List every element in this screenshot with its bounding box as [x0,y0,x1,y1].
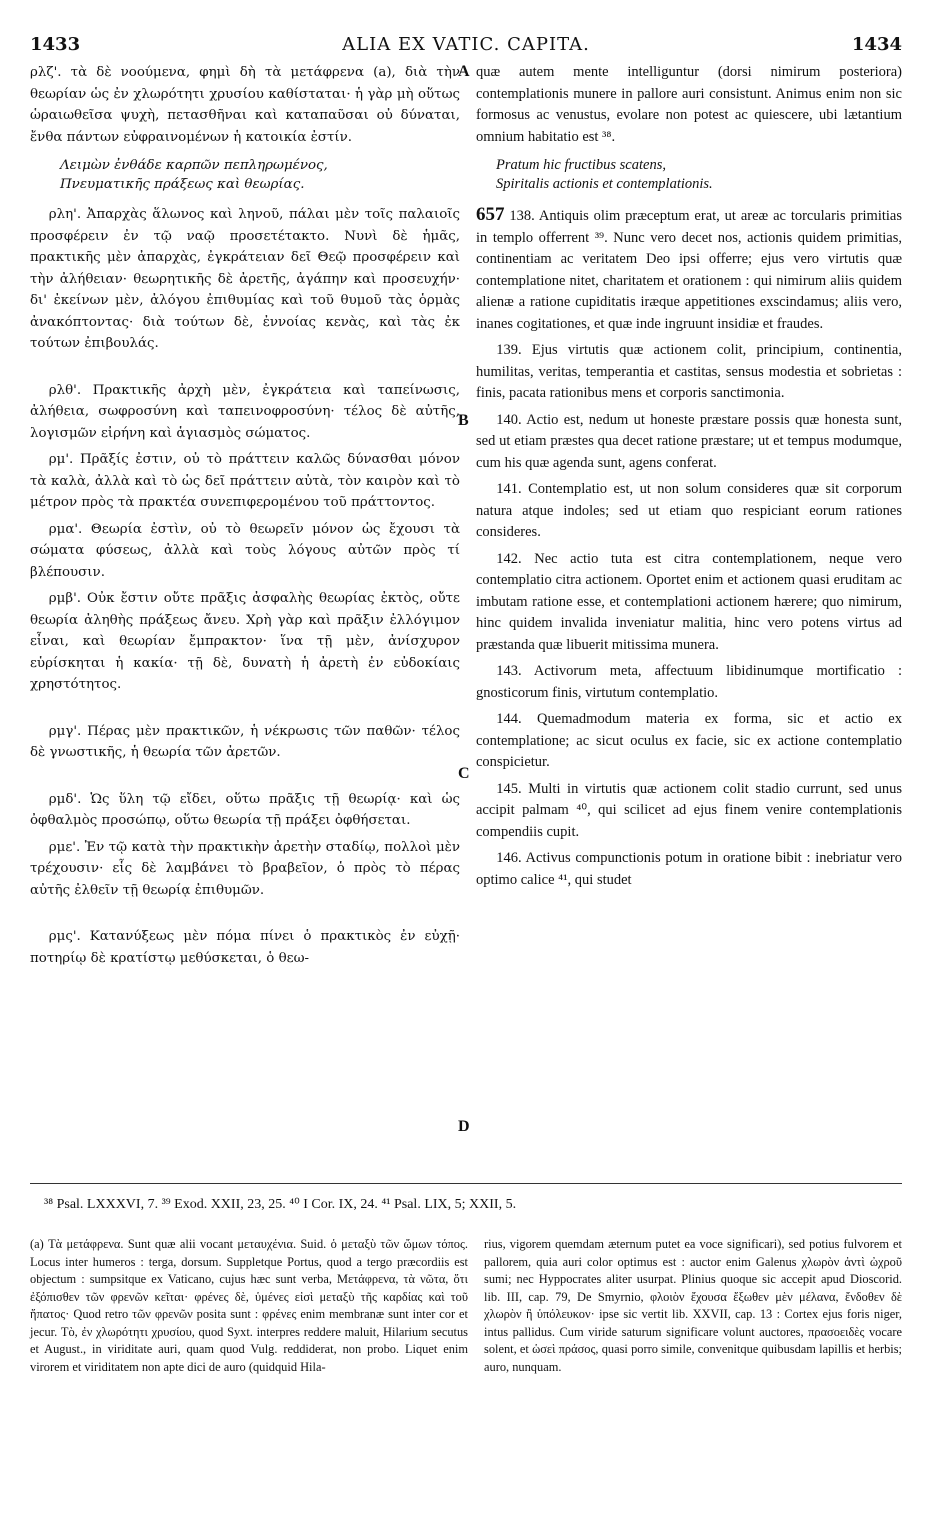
greek-paragraph-143: ρμγ'. Πέρας μὲν πρακτικῶν, ἡ νέκρωσις τῶν παθῶν· τέλος δὲ γνωστικῆς, ἡ θεωρία τῶν ἀρετῶν. [30,723,460,760]
greek-paragraph-144: ρμδ'. Ὡς ὕλη τῷ εἴδει, οὕτω πρᾶξις τῇ θεωρίᾳ· καὶ ὡς ὀφθαλμὸς προσώπῳ, οὕτω θεωρία τῇ πράξει ὀφθήσεται. [30,791,460,828]
latin-paragraph-143: 143. Activorum meta, affectuum libidinumque mortificatio : gnosticorum finis, virtutum contemplatio. [476,663,902,701]
greek-verse-line-2: Πνευματικῆς πράξεως καὶ θεωρίας. [60,177,305,192]
running-header [30,34,902,60]
column-number: 657 [476,204,505,225]
latin-paragraph-140: 140. Actio est, nedum ut honeste præstare possis quæ honesta sunt, sed ut etiam præstes qua decet ratione præstare; ut et tempus modumque, cum his quæ agenda sunt, agens conferat. [476,411,902,471]
latin-paragraph-137: quæ autem mente intelliguntur (dorsi nimirum posteriora) contemplationis munere in pallore auri consistunt. Animus enim non sic formosus ac venustus, evolare non potest ac quiescere, ubi lætantium omnium habitatio est ³⁸. [476,64,902,145]
footnote-left: (a) Τὰ μετάφρενα. Sunt quæ alii vocant μεταυχένια. Suid. ὁ μεταξὺ τῶν ὤμων τόπος. Locus inter humeros : terga, dorsum. Suppletque Portus, quod a tergo præcordiis est objectum : sumpsitque ex Vaticano, cujus hæc sunt verba, Μετάφρενα, τὰ νῶτα, ὅτι ἐξόπισθεν τῶν φρενῶν κεῖται· φρένες δὲ, ὑμένες εἰσὶ μεταξὺ τῆς καρδίας καὶ τοῦ ἥπατος· Quod retro τῶν φρενῶν posita sunt : φρένες enim membranæ sunt inter cor et jecur. Τὸ, ἐν χλωρότητι χρυσίου, quod Syxt. interpres reddere maluit, Hilarium secutus et August., in viriditate auri, quam quod Vulg. reddiderat, non probo. Liquet enim virorem et viriditatem non apte dici de auro (quidquid Hila- [30,1237,468,1374]
margin-marker-a: A [458,63,470,80]
margin-marker-d: D [458,1118,470,1135]
greek-column [30,62,460,974]
latin-paragraph-138-text: 138. Antiquis olim præceptum erat, ut areæ ac torcularis primitias in templo offerrent ³⁹. Nunc vero decet nos, actionis quidem primitias, continentiam ac veritatem Deo ipsi offerre; ejus vero virtutis quæ contemplatione nitet, charitatem et orationem : qui nimirum aliis quidem alienæ a ratione cupiditatis iræque appetitiones exscindamus; aliis vero, inanes cogitationes, et quæ inde ingruunt insidiæ et fraudes. [476,208,903,332]
latin-paragraph-141: 141. Contemplatio est, ut non solum consideres quæ sit corporum natura atque indoles; sed ut etiam quo respiciant eorum rationes consideres. [476,481,902,540]
latin-paragraph-139: 139. Ejus virtutis quæ actionem colit, principium, continentia, humilitas, veritas, temperantia et castitas, sensus modestia et sobrietas : finis, pacata rationibus mens et corporis sanctimonia. [476,342,902,401]
latin-paragraph-145: 145. Multi in virtutis quæ actionem colit stadio currunt, sed unus accipit palmam ⁴⁰, qui scilicet ad ejus finem venire contemplationis compendiis cupit. [476,780,902,840]
divider-rule [30,1183,902,1184]
page-number-right: 1434 [851,34,902,55]
greek-verse-line-1: Λειμὼν ἐνθάδε καρπῶν πεπληρωμένος, [60,158,328,173]
latin-verse [476,156,902,194]
running-title: ALIA EX VATIC. CAPITA. [342,34,590,55]
latin-verse-line-2: Spiritalis actionis et contemplationis. [496,176,713,192]
greek-paragraph-146: ρμς'. Κατανύξεως μὲν πόμα πίνει ὁ πρακτικὸς ἐν εὐχῇ· ποτηρίῳ δὲ κρατίστῳ μεθύσκεται, ὁ θεω- [30,929,460,966]
latin-paragraph-142: 142. Nec actio tuta est citra contemplationem, neque vero contemplatio citra actionem. Oportet enim et actionem quasi eruditam ac imbutam ratione esse, et contemplationi actionem hærere; quo nimirum, hinc quidem invalida inveniatur malitia, hinc vero potens virtus ad præstanda quæ libuerit mitissima munera. [476,550,902,653]
greek-paragraph-141: ρμα'. Θεωρία ἐστὶν, οὐ τὸ θεωρεῖν μόνον ὡς ἔχουσι τὰ σώματα φύσεως, ἀλλὰ καὶ τοὺς λόγους αὐτῶν πρὸς τί βλέπουσιν. [30,521,460,580]
greek-paragraph-145: ρμε'. Ἐν τῷ κατὰ τὴν πρακτικὴν ἀρετὴν σταδίῳ, πολλοὶ μὲν τρέχουσιν· εἷς δὲ λαμβάνει τὸ βραβεῖον, ὁ πρὸς τὸ πέρας αὐτῆς ἐλθεῖν τῇ θεωρίᾳ ἐπιθυμῶν. [30,839,460,898]
scripture-references: ³⁸ Psal. LXXXVI, 7. ³⁹ Exod. XXII, 23, 25. ⁴⁰ I Cor. IX, 24. ⁴¹ Psal. LIX, 5; XXII, 5. [44,1197,517,1212]
footnote-right: rius, vigorem quemdam æternum putet ea voce significari), sed potius fulvorem et pallorem, quia auri color optimus est : auctor enim Galenus χλωρὸν ἀντὶ ὠχροῦ sumi; nec Hyppocrates aliter usurpat. Plinius quoque sic accepit apud Dioscorid. lib. III, cap. 79, De Smyrnio, φλοιὸν ἔχουσα ἔξωθεν μὲν μέλανα, ἔνδοθεν δὲ χλωρὸν ἢ ὑπόλευκον· ipse sic vertit lib. XXVII, cap. 13 : Cortex ejus foris niger, intus pallidus. Cum viride saturum significare volunt auctores, πρασοειδὲς vocare solent, et ὡσεὶ πράσος, quasi porro simile, convenitque quibusdam lapillis et herbis; auro, nunquam. [484,1237,902,1374]
greek-paragraph-140: ρμ'. Πρᾶξίς ἐστιν, οὐ τὸ πράττειν καλῶς δύνασθαι μόνον τὰ καλὰ, ἀλλὰ καὶ τὸ ὡς δεῖ πράττειν αὐτὰ, τὸν καιρὸν καὶ τὸ μέτρον πρὸς τὰ πρακτέα συνεπιφερομένου τοῦ πράττοντος. [30,452,460,510]
latin-paragraph-138 [476,204,902,335]
latin-paragraph-146: 146. Activus compunctionis potum in oratione bibit : inebriatur vero optimo calice ⁴¹, qui studet [476,850,902,888]
latin-column [476,62,902,896]
greek-verse [30,156,460,194]
margin-marker-b: B [458,412,469,429]
page-number-left: 1433 [30,34,81,55]
greek-paragraph-137: ρλζ'. τὰ δὲ νοούμενα, φημὶ δὴ τὰ μετάφρενα (a), διὰ τὴν θεωρίαν ὡς ἐν χλωρότητι χρυσίου καθίσταται· ἡ γὰρ μὴ οὕτως ὡραιωθεῖσα ψυχὴ, πετασθῆναι καὶ καταπαῦσαι οὐ δύναται, ἔνθα πάντων εὐφραινομένων ἡ κατοικία ἐστίν. [30,65,460,145]
greek-paragraph-142: ρμβ'. Οὐκ ἔστιν οὔτε πρᾶξις ἀσφαλὴς θεωρίας ἐκτὸς, οὔτε θεωρία ἀληθὴς πράξεως ἄνευ. Χρὴ γὰρ καὶ πρᾶξιν ἐλλόγιμον εἶναι, καὶ θεωρίαν ἔμπρακτον· ἵνα τῇ μὲν, ἀνίσχυρον εὑρίσκηται ἡ κακία· τῇ δὲ, δυνατὴ ἡ ἀρετὴ ἐν εὐδοκίαις χρηστότητος. [30,591,460,692]
greek-paragraph-139: ρλθ'. Πρακτικῆς ἀρχὴ μὲν, ἐγκράτεια καὶ ταπείνωσις, ἀλήθεια, σωφροσύνη καὶ ταπεινοφροσύνη· τέλος δὲ αὐτῆς, λογισμῶν εἰρήνη καὶ ἁγιασμὸς σώματος. [30,382,460,441]
greek-paragraph-138: ρλη'. Ἀπαρχὰς ἅλωνος καὶ ληνοῦ, πάλαι μὲν τοῖς παλαιοῖς προσφέρειν ἐν τῷ ναῷ προσετέτακτο. Νυνὶ δὲ ἡμᾶς, πρακτικῆς μὲν ἀπαρχὰς, ἐγκράτειαν δεῖ Θεῷ προσφέρειν καὶ τὴν ἀλήθειαν· θεωρητικῆς δὲ ἀρετῆς, ἀγάπην καὶ προσευχήν· δι' ἐκείνων μὲν, ἀλόγου ἐπιθυμίας καὶ τοῦ θυμοῦ τὰς ὁρμὰς ἀνακόπτοντας· διὰ τούτων δὲ, ἐννοίας κενὰς, καὶ τὰς ἐκ τούτων ἐπιβουλάς. [30,207,460,351]
latin-verse-line-1: Pratum hic fructibus scatens, [496,157,666,173]
margin-marker-c: C [458,765,470,782]
latin-paragraph-144: 144. Quemadmodum materia ex forma, sic et actio ex contemplatione; ac sicut oculus ex facie, sic ex actione contemplatio conspicietur. [476,711,902,770]
